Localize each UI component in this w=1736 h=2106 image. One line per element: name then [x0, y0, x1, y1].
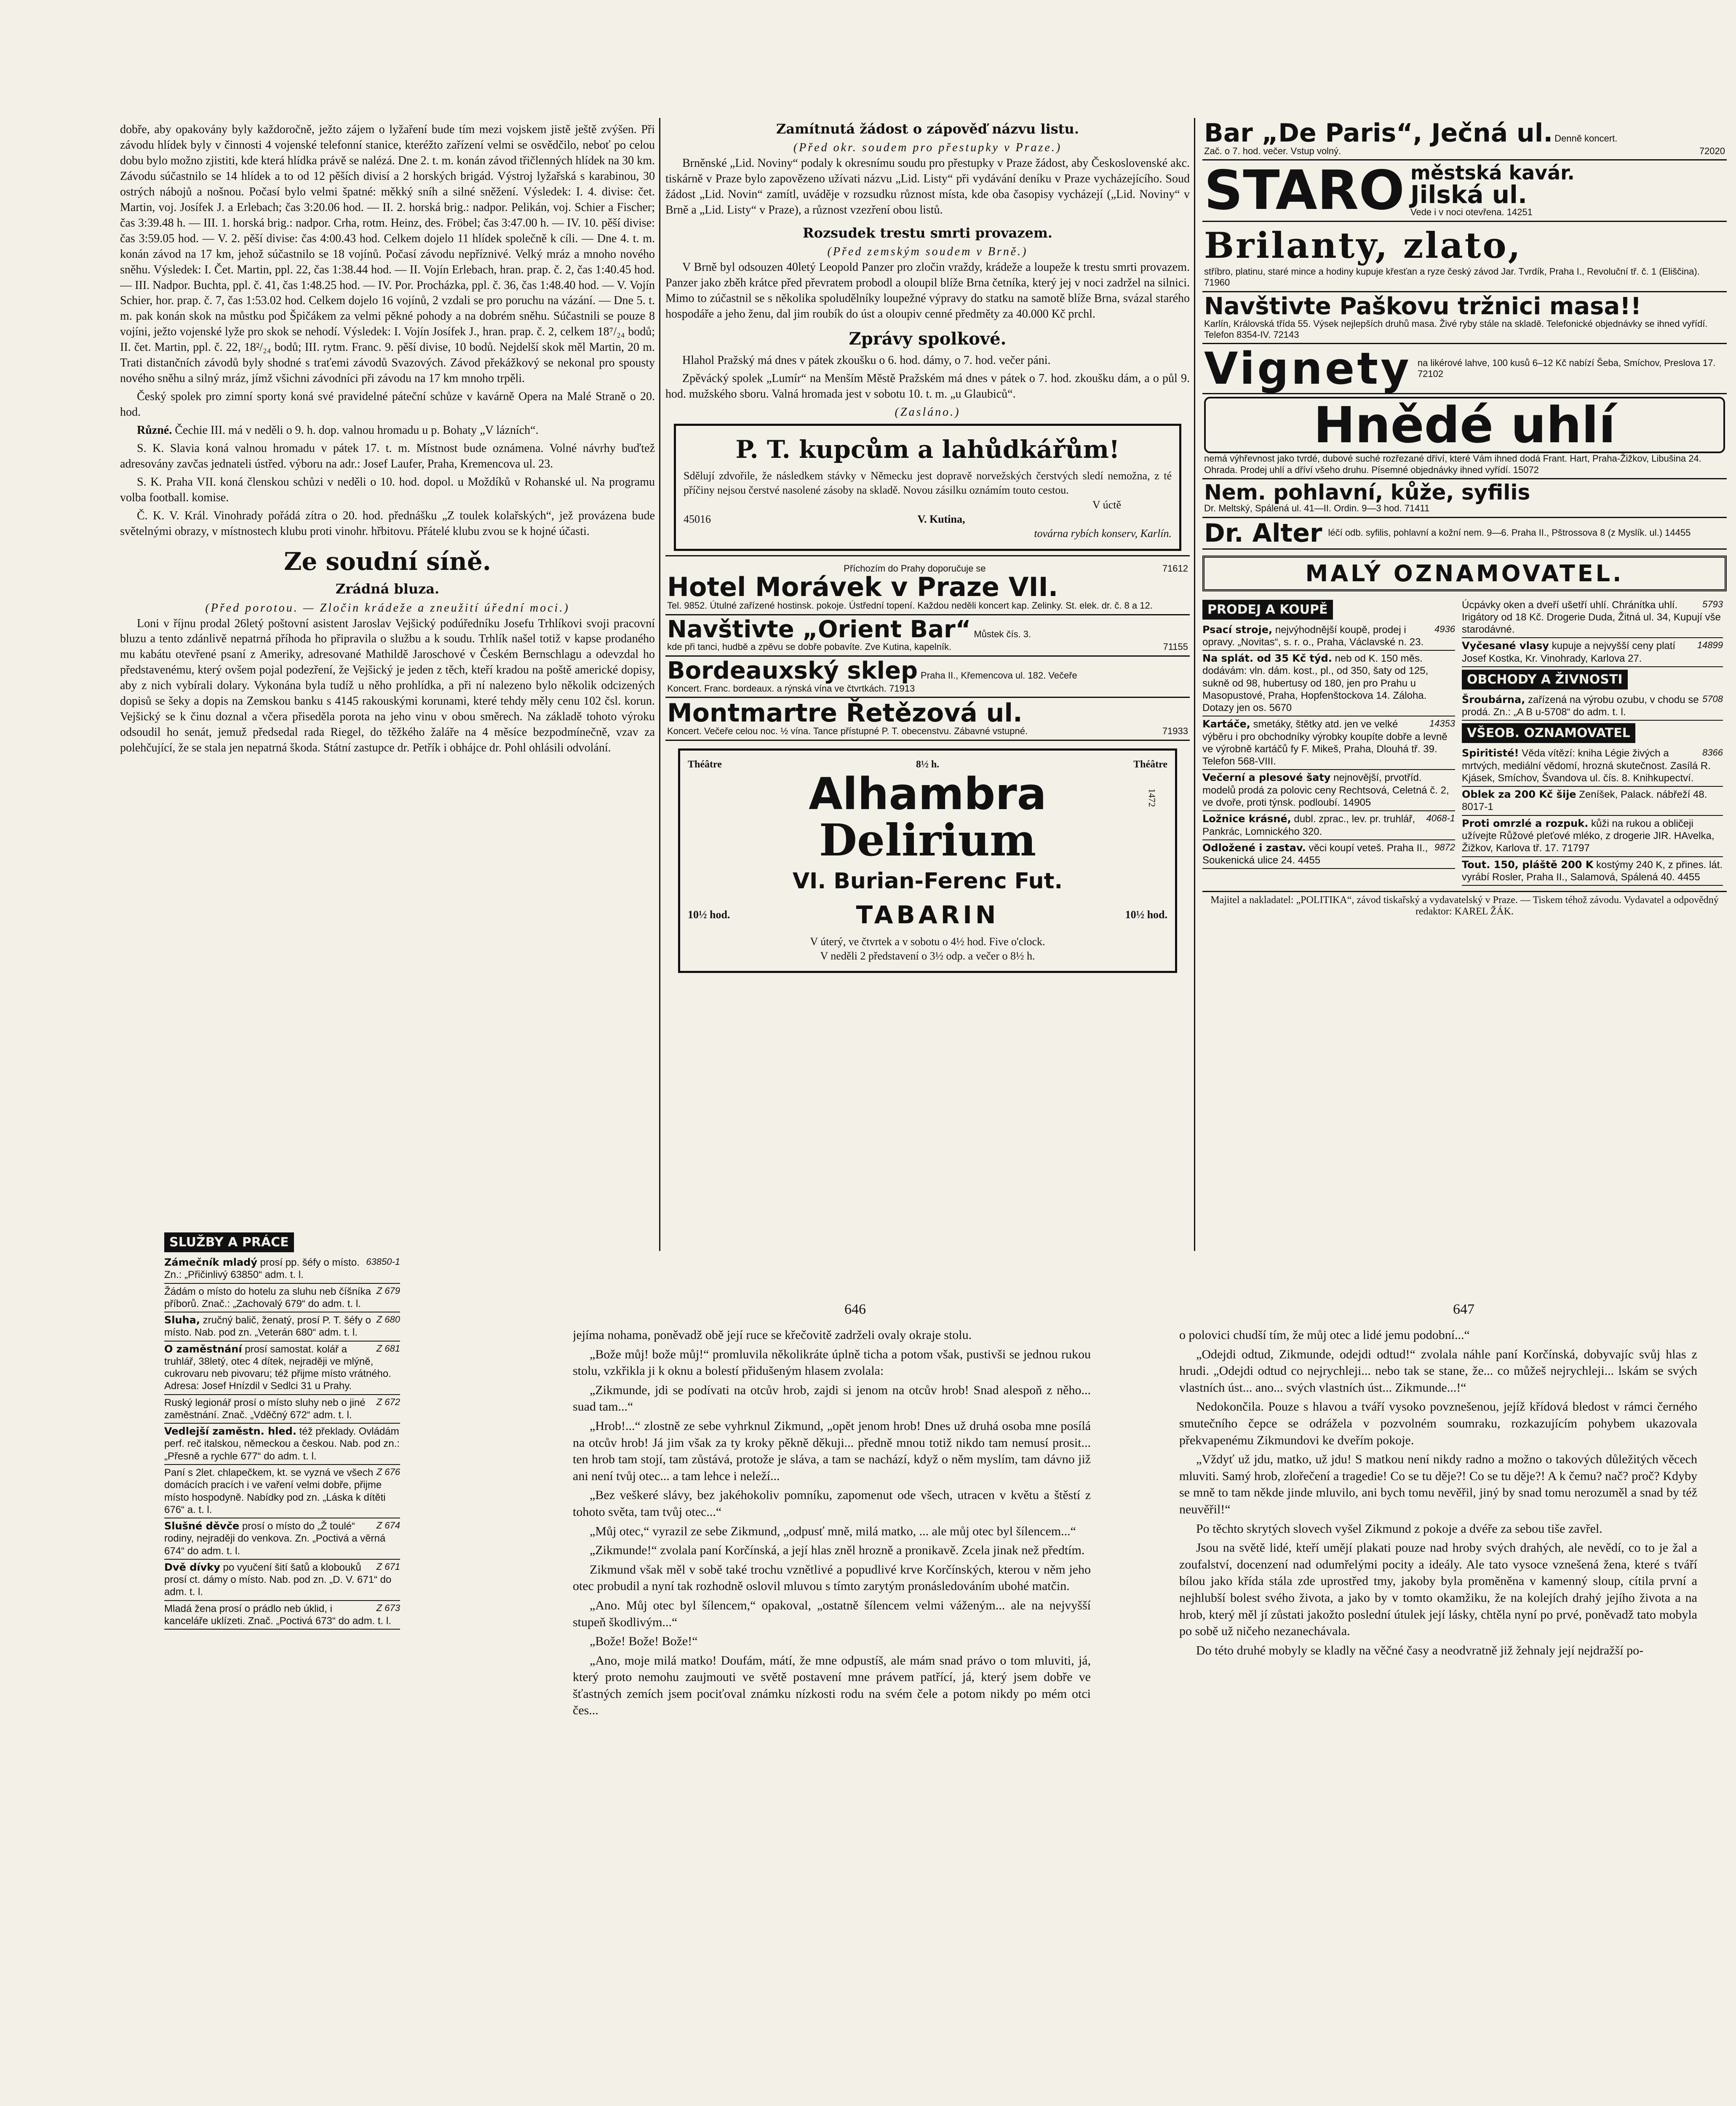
classified-title: Sluha,	[164, 1314, 200, 1326]
classified-code: Z 672	[376, 1396, 400, 1407]
classified-item	[1202, 770, 1455, 811]
obchody-list	[1462, 692, 1723, 721]
ad-title: Nem. pohlavní, kůže, syfilis	[1204, 480, 1530, 505]
classified-text: dubl. zprac., lev. pr. truhlář, Pankrác, Lomnického 320.	[1202, 813, 1416, 837]
classified-code: Z 671	[376, 1561, 400, 1572]
column-3	[1202, 118, 1727, 1289]
hotel-ad	[665, 561, 1190, 615]
classified-title: Dvě dívky	[164, 1561, 220, 1573]
classified-text: Zeníšek, Palack. nábřeží 48. 8017-1	[1462, 789, 1707, 813]
ad-text: stříbro, platinu, staré mince a hodiny kupuje křesťan a ryze český závod Jar. Tvrdík, Praha I., Revoluční tř. č. 1 (Eliščina). 71960	[1204, 266, 1700, 288]
classified-title: Oblek za 200 Kč šije	[1462, 788, 1576, 801]
zaslano-label: (Zasláno.)	[895, 405, 961, 419]
ad-text: nemá výhřevnost jako tvrdé, dubové suché rozřezané dříví, které Vám ihned dodá Frant. Hart, Praha-Žižkov, Libušina 24. Ohrada. Prodej uhlí a dříví všeho druhu. Písemné objednávky ihned vyřídí. 15072	[1204, 453, 1701, 475]
novel-paragraph: „Hrob!...“ zlostně ze sebe vyhrknul Zikmund, „opět jenom hrob! Dnes už druhá osoba mne posílá na otcův hrob! Já jim však za ty kroky pěkně děkuji... předně mnou totiž nikdo tam nemusí prosit... ten hrob tam stojí, tam zůstává, protože je sláva, a tam se nachází, když o něm myslím, tam dávno již ani není tvůj otec... a tam lehce i neleží...	[573, 1419, 1091, 1483]
novel-paragraph: Nedokončila. Pouze s hlavou a tváří vysoko povznešenou, jejíž křídová bledost v rámci černého smutečního čepce se odrážela v pozvolném soumraku, rozkazujícím pohybem ukazovala překvapenému Zikmundovi ke dveřím pokoje.	[1179, 1400, 1697, 1447]
classified-title: Na splát. od 35 Kč týd.	[1202, 652, 1332, 665]
classified-text: Paní s 2let. chlapečkem, kt. se vyzná ve všech domácích pracích i ve vaření velmi dobře, přijme místo hospodyně. Nabídky pod zn. „Láska k dítěti 676“ a. t. l.	[164, 1467, 386, 1515]
ad-title: STARO	[1204, 159, 1405, 222]
classified-code: 5708	[1702, 693, 1723, 704]
classified-item	[164, 1560, 400, 1601]
montmartre-ad	[665, 698, 1190, 740]
classified-item	[1202, 622, 1455, 651]
ruzne-section	[120, 423, 655, 540]
paragraph: Český spolek pro zimní sporty koná své pravidelné páteční schůze v kavárně Opera na Malé Straně o 20. hod.	[120, 390, 655, 419]
classified-item	[164, 1395, 400, 1424]
paragraph: dobře, aby opakovány byly každoročně, ježto zájem o lyžaření bude tím mezi vojskem jistě ještě zvýšen. Při závodu hlídek byly v činnosti 4 vojenské telefonní stanice, kteréžto zařízení velmi se osvědčilo, neboť po celou dobu bylo možno zjistiti, kde která hlídka právě se nalézá. Dne 2. t. m. konán závod třičlenných hlídek na 30 km. Závodu súčastnilo se 14 hlídek a to od 12 pěších divisí a 2 horských brigád. Výstroj lyžařská s karabinou, 30 ostrých nábojů a nošnou. Počasí bylo velmi špatné: měkký sníh a silné sněžení. Výsledek: I. 4. divise: čet. Martin, voj. Josífek J. a Erlebach; čas 3:20.06 hod. — II. 2. horská brig.: nadpor. Pelikán, voj. Schier a Fischer; čas 3:39.48 h. — III. 1. horská brig.: nadpor. Crha, rotm. Heinz, des. Fröbel; čas 3:47.00 h. — IV. 10. pěší divise: čas 3:59.05 hod. — V. 2. pěší divise: čas 4:00.43 hod. Celkem dojelo 11 hlídek společně k cíli. — Dne 4. t. m. konán závod na 17 km, jehož súčastnilo se 18 vojínů. Počasí závodu nepříznivé. Velký mráz a mnoho nového sněhu. Výsledek: I. Čet. Martin, ppl. 22, čas 1:38.44 hod. — II. Vojín Erlebach, hran. prap. č. 2, čas 1:40.45 hod. — III. Nadpor. Buchta, ppl. č. 41, čas 1:48.25 hod. — IV. Por. Procházka, ppl. č. 36, čas 1:48.40 hod. — V. Vojín Schier, hor. prap. č. 7, čas 1:53.02 hod. Celkem dojelo 16 vojínů, 2 vzdali se pro poruchu na vázání. — Dne 5. t. m. pak konán skok na můstku pod Špičákem za velmi pěkné pohody a na dobrém sněhu. Súčastnili se pouze 8 vojíni, ježto vojenské lyže pro skok se nehodí. Výsledek: I. Vojín Josífek J., hran. prap. č. 2, celkem 18⁷/₂₄ bodů; II. čet. Martin, ppl. č. 22, 18²/₂₄ bodů; III. rytm. Franc. 9. pěší divise, 10 bodů. Nejdelší skok měl Martin, 20 m. Trati distančních závodů byly shodné s traťemi závodů Svazových. Závod překážkový se nekonal pro spousty nového sněhu a silný mráz, jímž všichni závodníci při závodu na 17 km mnoho trpěli.	[120, 123, 655, 385]
services-list	[164, 1255, 400, 1630]
ad-code: 71612	[1162, 563, 1188, 574]
alhambra-title: Alhambra	[809, 768, 1047, 820]
ad-code: 71933	[1162, 726, 1188, 737]
vignety-ad	[1202, 344, 1727, 394]
novel-left-column	[573, 1327, 1091, 2106]
classified-title: Proti omrzlé a rozpuk.	[1462, 817, 1589, 829]
novel-paragraph: o polovici chudší tím, že můj otec a lidé jemu podobní...“	[1179, 1328, 1470, 1342]
novel-paragraph: Zikmund však měl v sobě také trochu vznětlivé a popudlivé krve Korčínských, kterou v něm jeho otec probudil a nyní tak rozhodně oslovil mluvou s tímto zarytým pronásledováním ubohé matčin.	[573, 1562, 1091, 1593]
classified-item	[164, 1465, 400, 1518]
ad-title: Dr. Alter	[1204, 518, 1322, 548]
classified-item	[1462, 638, 1723, 667]
classified-title: Ložnice krásné,	[1202, 813, 1291, 825]
classified-text: kostýmy 240 K, z přines. lát. vyrábí Rosler, Praha II., Salamová, Spálená 40. 4455	[1462, 859, 1723, 883]
classified-item	[1462, 787, 1723, 816]
classified-title: Slušné děvče	[164, 1520, 240, 1532]
classified-code: 63850-1	[366, 1256, 400, 1267]
classified-text: věci koupí veteš. Praha II., Soukenická ulice 24. 4455	[1202, 842, 1428, 866]
ad-title: Navštivte Paškovu tržnici masa!!	[1204, 292, 1642, 320]
classified-code: Z 681	[376, 1343, 400, 1354]
alhambra-center: TABARIN	[856, 901, 999, 930]
ad-text: Vede i v noci otevřena. 14251	[1410, 207, 1533, 218]
novel-paragraph: „Bez veškeré slávy, bez jakéhokoliv pomníku, zapomenut ode všech, utracen v květu a štěstí z tohoto světa, tam tvůj otec...“	[573, 1488, 1091, 1519]
classified-code: 9872	[1434, 842, 1455, 853]
classified-title: Šroubárna,	[1462, 693, 1525, 706]
notice-code: 45016	[684, 513, 711, 526]
ad-text: léčí odb. syfilis, pohlavní a kožní nem. 9—6. Praha II., Pštrossova 8 (z Myslík. ul.) 14455	[1328, 527, 1691, 538]
ruzne-label: Různé.	[137, 424, 172, 437]
notice-text: Sdělují zdvořile, že následkem stávky v Německu jest dopravě norvežských čerstvých sledí nemožna, z té příčiny nejsou čerstvé nasolené zásoby na skladě. Novou zásilku oznámím touto cestou.	[684, 470, 1172, 497]
classified-title: Tout. 150, pláště 200 K	[1462, 858, 1594, 871]
ad-text: kde při tanci, hudbě a zpěvu se dobře pobavíte. Zve Kutina, kapelník.	[667, 641, 952, 652]
novel-paragraph: jejíma nohama, poněvadž obě její ruce se křečovitě zadrželi ovaly okraje stolu.	[573, 1328, 972, 1342]
classified-code: Z 674	[376, 1520, 400, 1531]
right-list	[1462, 597, 1723, 667]
ad-title: Navštivte „Orient Bar“	[667, 615, 971, 643]
ad-text: 10½ hod.	[688, 909, 730, 921]
court-sub: (Před porotou. — Zločin krádeže a zneužití úřední moci.)	[205, 601, 570, 615]
classified-right	[1462, 597, 1723, 886]
classified-item	[1202, 651, 1455, 716]
nem-ad	[1202, 479, 1727, 518]
publisher-line: Majitel a nakladatel: „POLITIKA“, závod tiskařský a vydavatelský v Praze. — Tiskem téhož závodu. Vydavatel a odpovědný redaktor: KAREL ŽÁK.	[1202, 891, 1727, 917]
ad-text: 8½ h.	[916, 759, 940, 770]
classified-title: Vedlejší zaměstn. hled.	[164, 1425, 296, 1438]
novel-paragraph: „Ano. Můj otec byl šílencem,“ opakoval, „ostatně šílencem velmi váženým... ale na nejvyšší stupeň škodlivým...“	[573, 1598, 1091, 1629]
novel-paragraph: Po těchto skrytých slovech vyšel Zikmund z pokoje a dvéře za sebou tiše zavřel.	[1196, 1521, 1602, 1536]
classified-title: Odložené i zastav.	[1202, 842, 1306, 854]
ad-title: Montmartre Řetězová ul.	[667, 698, 1023, 728]
ad-text: 10½ hod.	[1125, 909, 1167, 921]
article-heading: Rozsudek trestu smrti provazem.	[803, 225, 1052, 241]
ad-text: V neděli 2 představení o 3½ odp. a večer o 8½ h.	[820, 950, 1035, 962]
classified-item	[164, 1424, 400, 1465]
paragraph: Zpěvácký spolek „Lumír“ na Menším Městě Pražském má dnes v pátek o 7. hod. zkoušku dám, a o půl 9. hod. mužského sboru. Valná hromada jest v sobotu 10. t. m. „u Glaubiců“.	[665, 371, 1190, 401]
ad-text: Dr. Meltský, Spálená ul. 41—II. Ordin. 9—3 hod. 71411	[1204, 503, 1430, 514]
prodej-banner: PRODEJ A KOUPĚ	[1202, 600, 1333, 620]
classified-code: 5793	[1702, 599, 1723, 609]
article-text: Brněnské „Lid. Noviny“ podaly k okresnímu soudu pro přestupky v Praze žádost, aby Československé akc. tiskárně v Praze bylo zapovězeno užívati názvu „Lid. Listy“ při vydávání deníku v Praze vycházejícího. Soud žádost „Lid. Novin“ zamítl, uváděje v rozsudku různost místa, kde oba časopisy vycházejí („Lid. Noviny“ v Brně a „Lid. Listy“ v Praze), a různost vzezření obou listů.	[665, 157, 1190, 217]
alhambra-ad	[678, 748, 1177, 973]
novel-paragraph: „Zikmunde, jdi se podívati na otcův hrob, zajdi si jenom na otcův hrob! Snad alespoň z něho... suad tam...“	[573, 1383, 1091, 1414]
classified-code: 14899	[1697, 640, 1723, 651]
notice-firm: továrna rybích konserv, Karlín.	[1034, 527, 1172, 540]
alhambra-line: VI. Burian-Ferenc Fut.	[792, 868, 1063, 894]
classified-text: prosí o místo do „Ž toulé“ rodiny, nejraději do venkova. Zn. „Poctivá a věrná 674“ do adm. t. l.	[164, 1521, 386, 1557]
alhambra-side: 1472	[1147, 788, 1157, 807]
classified-item	[1462, 692, 1723, 721]
paragraph: S. K. Praha VII. koná členskou schůzi v neděli o 10. hod. dopol. u Moždíků v Rohanské ul. Na programu volba football. komise.	[120, 475, 655, 504]
ad-text: Karlín, Královská třída 55. Výsek nejlepších druhů masa. Živé ryby stále na skladě. Telefonické objednávky se ihned vyřídí. Telefon 8354-IV. 72143	[1204, 318, 1708, 340]
ad-text: na likérové lahve, 100 kusů 6–12 Kč nabízí Šeba, Smíchov, Preslova 17. 72102	[1417, 357, 1716, 380]
classified-title: Zámečník mladý	[164, 1256, 257, 1268]
classified-code: Z 676	[376, 1466, 400, 1477]
classified-title: Večerní a plesové šaty	[1202, 772, 1331, 784]
paragraph: Čechie III. má v neděli o 9. h. dop. valnou hromadu u p. Bohaty „V lázních“.	[175, 424, 539, 437]
classified-title: Kartáče,	[1202, 718, 1250, 730]
ad-code: 71155	[1163, 641, 1188, 652]
ad-small: Denně koncert.	[1554, 133, 1618, 144]
article-heading: Zamítnutá žádost o zápověď názvu listu.	[776, 121, 1079, 137]
classified-code: 14353	[1429, 718, 1455, 729]
classified-item	[164, 1518, 400, 1560]
bar-paris-ad	[1202, 118, 1727, 160]
vseob-list	[1462, 746, 1723, 886]
classified-item	[1462, 857, 1723, 886]
classified-text: nejnovější, prvotříd. modelů prodá za polovic ceny Rechtsová, Celetná č. 2, ve dvoře, proti týnsk. podloubí. 14905	[1202, 772, 1449, 808]
classified-text: po vyučení šití šatů a klobouků prosí ct. dámy o místo. Nab. pod zn. „D. V. 671“ do adm. t. l.	[164, 1561, 392, 1598]
ad-text: Příchozím do Prahy doporučuje se	[844, 563, 986, 574]
brilianty-ad	[1202, 222, 1727, 292]
ad-text: Tel. 9852. Útulné zařízené hostinsk. pokoje. Ústřední topení. Každou neděli koncert kap. Zelinky. St. elek. dr. č. 8 a 12.	[667, 600, 1153, 611]
notice-sign: V. Kutina,	[917, 513, 965, 526]
ad-text: Koncert. Franc. bordeaux. a rýnská vína ve čtvrtkách. 71913	[667, 683, 915, 694]
bordeaux-ad	[665, 657, 1190, 698]
ad-title: Brilanty, zlato,	[1204, 224, 1522, 266]
classified-text: Mladá žena prosí o prádlo neb úklid, i kanceláře uklízeti. Znač. „Poctivá 673“ do adm. t. l.	[164, 1603, 391, 1627]
classified-item	[1202, 840, 1455, 869]
classified-item	[164, 1284, 400, 1313]
ad-title: Hnědé uhlí	[1204, 397, 1725, 453]
classified-item	[164, 1255, 400, 1284]
hnede-uhli-ad	[1202, 394, 1727, 479]
novel-paragraph: „Můj otec,“ vyrazil ze sebe Zikmund, „odpusť mně, milá matko, ... ale můj otec byl šílencem...“	[590, 1524, 1076, 1538]
column-divider	[659, 118, 660, 1251]
classified-text: zařízená na výrobu ozubu, v chodu se prodá. Zn.: „A B u-5708“ do adm. t. l.	[1462, 694, 1699, 718]
classified-text: Ruský legionář prosí o místo sluhy neb o jiné zaměstnání. Znač. „Vděčný 672“ adm. t. l.	[164, 1397, 366, 1421]
classified-code: Z 680	[376, 1314, 400, 1325]
ad-title: Bar „De Paris“, Ječná ul.	[1204, 118, 1553, 148]
classified-text: neb od K. 150 měs. dodávám: vln. dám. kost., pl., od 350, šaty od 125, sukně od 98, hubertusy od 180, jen pro Prahu u Masopustové, Praha, Hopfenštockova 14. Záloha. Dotazy jen os. 5670	[1202, 653, 1429, 714]
ad-small: Můstek čís. 3.	[974, 628, 1031, 639]
court-text: Loni v říjnu prodal 26letý poštovní asistent Jaroslav Vejšický podúředníku Josefu Trhlíkovi svoji pracovní bluzu a tento zdánlivě nepatrná příhoda ho připravila o službu a k soudu. Trhlík našel totiž v kapse prodaného mu kabátu otevřené psaní z Ameriky, adresované Mathildě Jaroschové v Českém Bernschlagu a odevzdal ho představenému, který ovšem pojal podezření, že Vejšický je jeden z těch, kteří kradou na poště americké dopisy, aby z nich vybírali dolary. Vykonána byla tudíž u něho prohlídka, a při ní nalezeno bylo několik odcizených dopisů se šeky a dopis na Zemskou banku s 4145 rakouskými korunami, které tehdy měly cenu 102 čsl. korun. Vejšický se k činu doznal a včera přiseděla porota na jeho vinu v obou směrech. Na základě tohoto výroku odsoudil ho senát, jemuž předsedal rada Riegel, do těžkého žaláře na 4 měsíce bezpodmínečně, vzav za polehčující, že se stala jen nepatrná škoda. Státní zastupce dr. Petřík i obhájce dr. Pohl ohlásili odvolání.	[120, 617, 655, 755]
article-text: V Brně byl odsouzen 40letý Leopold Panzer pro zločin vraždy, krádeže a loupeže k trestu smrti provazem. Panzer jako zběh krátce před převratem probodl a oloupil blíže Brna četníka, který jej v noci zadržel na silnici. Mimo to zúčastnil se s několika spoludělníky loupežné výpravy do statku na samotě blíže Brna, svázal starého hospodáře a jeho ženu, dal jim roubík do úst a oloupiv cenné předměty za 40.000 Kč prchl.	[665, 261, 1190, 321]
classified-text: též překlady. Ovládám perf. reč italskou, německou a českou. Nab. pod zn.: „Přesně a rychle 677“ do adm. t. l.	[164, 1426, 400, 1462]
classified-text: prosí samostat. kolář a truhlář, 38letý, otec 4 dítek, nejraději ve mlýně, cukrovaru neb pivovaru; též přijme místo vrátného. Adresa: Josef Hnízdil v Sedlci 31 u Prahy.	[164, 1343, 391, 1392]
maly-oznamovatel: MALÝ OZNAMOVATEL.	[1202, 556, 1727, 591]
sport-text	[120, 122, 655, 420]
classified-item	[1462, 746, 1723, 787]
vseob-banner: VŠEOB. OZNAMOVATEL	[1462, 723, 1635, 743]
classified-code: 4068-1	[1426, 813, 1455, 824]
orient-ad	[665, 615, 1190, 657]
ad-title: Vignety	[1204, 343, 1412, 395]
novel-paragraph: „Bože můj! bože můj!“ promluvila několikráte úplně ticha a potom však, pustivši se jednou rukou stolu, vzkřikla ji k oknu a bolestí přidušeným hlasem zvolala:	[573, 1347, 1091, 1378]
classified-text: Úcpávky oken a dveří ušetří uhlí. Chránítka uhlí. Irigátory od 18 Kč. Drogerie Duda, Žitná ul. 34, Kupují vše starodávné.	[1462, 599, 1721, 636]
services-column	[164, 1230, 400, 1942]
classified-title: Vyčesané vlasy	[1462, 640, 1549, 652]
column-divider	[1194, 118, 1195, 1251]
classified-text: kůži na rukou a obličeji užívejte Růžové pleťové mléko, z drogerie JIR. HAvelka, Žižkov, Karlova tř. 17. 71797	[1462, 818, 1715, 854]
novel-paragraph: „Zikmunde!“ zvolala paní Korčínská, a její hlas zněl hrozně a pronikavě. Zcela jinak než předtím.	[590, 1543, 1085, 1558]
novel-paragraph: Jsou na světě lidé, kteří umějí plakati pouze nad hroby svých drahých, ale nevědí, co to je žal a zoufalství, docenzení nad odumřelými pocity a ideály. Ale tato vysoce vznešená žena, které s tváří bílou jako křída stála zde uprostřed tmy, jakoby byla proměněna v kamenný sloup, cítila první a nejhlubší bolest svého života, a jako by v tomto okamžiku, že na kolejích drahý jejího života a na hrob, který měl jí zůstati jakožto poslední útulek její lásky, chtěla nyní po prvé, poněvadž tato mobyla po sobě už ničeho nezanechávala.	[1179, 1541, 1697, 1638]
prodej-list	[1202, 622, 1455, 869]
classified-title: Psací stroje,	[1202, 623, 1273, 636]
article-sub: (Před okr. soudem pro přestupky v Praze.)	[793, 141, 1062, 155]
classified-text: kupuje a nejvyšší ceny platí Josef Kostka, Kr. Vinohrady, Karlova 27.	[1462, 640, 1676, 664]
classified-left	[1202, 597, 1455, 886]
paragraph: Č. K. V. Král. Vinohrady pořádá zítra o 20. hod. přednášku „Z toulek kolařských“, jež provázena bude světelnými obrazy, v místnostech klubu proti vinohr. hřbitovu. Přátelé klubu zvou se k hojné účasti.	[120, 509, 655, 538]
novel-paragraph: „Odejdi odtud, Zikmunde, odejdi odtud!“ zvolala náhle paní Korčínská, dobyvajíc svůj hlas z hrudi. „Odejdi odtud co nejrychleji... nebo tak se stane, že... co můžeš nejrychleji... lskám se svých vlastních úst... ano... svých vlastních úst... Zikmunde...!“	[1179, 1347, 1697, 1395]
classified-item	[1202, 716, 1455, 770]
article-heading: Zprávy spolkové.	[849, 329, 1007, 349]
alhambra-sub: Delirium	[819, 814, 1036, 866]
ad-title: Bordeauxský sklep	[667, 657, 918, 684]
ad-text: Zač. o 7. hod. večer. Vstup volný.	[1204, 146, 1341, 156]
classified-code: Z 673	[376, 1602, 400, 1613]
classified-text: Věda vítězí: kniha Légie živých a mrtvých, mediální vědomí, hrozná skutečnost. Zasílá R. Kjásek, Smíchov, Švandova ul. čís. 8. Knihkupectví.	[1462, 748, 1711, 784]
article-sub: (Před zemským soudem v Brně.)	[827, 245, 1028, 259]
notice-box	[674, 424, 1181, 551]
classified-item	[1462, 597, 1723, 639]
novel-paragraph: „Ano, moje milá matko! Doufám, mátí, že mne odpustíš, ale mám snad právo o tom mluviti, já, který proto nemohu zaujmouti ve světě postavení mne právem patřící, já, který jsem dobře ve šťastných zemích jsem pociťoval známku nízkosti rodu na svém čele a potom nikdy po mém otci čes...	[573, 1653, 1091, 1718]
classified-item	[164, 1312, 400, 1342]
classified-text: Žádám o místo do hotelu za sluhu neb číšníka příborů. Znač.: „Zachovalý 679“ do adm. t. l.	[164, 1286, 371, 1310]
alter-ad	[1202, 518, 1727, 550]
column-1	[120, 122, 655, 1247]
classified-item	[164, 1601, 400, 1630]
services-banner: SLUŽBY A PRÁCE	[164, 1232, 294, 1252]
page-number-left: 646	[844, 1302, 866, 1317]
ad-title: Hotel Morávek v Praze VII.	[667, 572, 1058, 603]
paragraph: Hlahol Pražský má dnes v pátek zkoušku o 6. hod. dámy, o 7. hod. večer páni.	[682, 353, 1051, 367]
classified-item	[1202, 811, 1455, 840]
classified-item	[164, 1342, 400, 1395]
novel-paragraph: „Bože! Bože! Bože!“	[590, 1634, 698, 1649]
classified-text: prosí pp. šéfy o místo. Zn.: „Přičinlivý 63850“ adm. t. l.	[164, 1257, 360, 1281]
ad-text: Théâtre	[1133, 759, 1167, 770]
column-2	[665, 120, 1190, 1257]
ad-small: Praha II., Křemencova ul. 182. Večeře	[921, 670, 1077, 681]
ad-text: V úterý, ve čtvrtek a v sobotu o 4½ hod. Five o'clock.	[810, 935, 1045, 948]
classified-text: smetáky, štětky atd. jen ve velké výběru i pro obchodníky výrobky koupíte dobře a levně ve výrobně kartáčů fy F. Mikeš, Praha, Dlouhá tř. 39. Telefon 568-VIII.	[1202, 719, 1448, 767]
ad-text: městská kavár.	[1410, 161, 1575, 184]
ad-code: 72020	[1699, 146, 1725, 156]
notice-title: P. T. kupcům a lahůdkářům!	[735, 435, 1120, 464]
paskova-ad	[1202, 292, 1727, 345]
classified-code: 8366	[1702, 747, 1723, 758]
ad-text: Koncert. Večeře celou noc. ½ vína. Tance přístupné P. T. obecenstvu. Zábavné vstupné.	[667, 726, 1028, 737]
classified-item	[1462, 816, 1723, 857]
obchody-banner: OBCHODY A ŽIVNOSTI	[1462, 670, 1628, 690]
classified-code: 4936	[1434, 623, 1455, 634]
ad-text: Théâtre	[688, 759, 722, 770]
novel-paragraph: „Vždyť už jdu, matko, už jdu! S matkou není nikdy radno a možno o takových důležitých věcech mluviti. Samý hrob, zlořečení a tragedie! Co se tu děje?! Co se tu děje?! A k čemu? nač? proč? Kdyby se mně to tam někde jinde mluvilo, ani bych tomu nevěřil, jiný by snad tomu nerozuměl a snad by též neuvěřil!“	[1179, 1452, 1697, 1516]
ad-text: Jilská ul.	[1410, 180, 1527, 209]
classified-title: Spiritisté!	[1462, 747, 1519, 759]
page-number-right: 647	[1453, 1302, 1474, 1317]
classified-code: Z 679	[376, 1285, 400, 1296]
court-subheading: Zrádná bluza.	[335, 581, 440, 597]
paragraph: S. K. Slavia koná valnou hromadu v pátek 17. t. m. Místnost bude oznámena. Volné návrhy buďtež adresovány zavčas jednateli ústřed. výboru na adr.: Josef Laufer, Praha, Kremencova ul. 23.	[120, 442, 655, 471]
novel-right-column	[1179, 1327, 1697, 2106]
novel-paragraph: Do této druhé mobyly se kladly na věčné časy a neodvratně již žehnaly její nejdražší po-	[1196, 1643, 1644, 1657]
classified-text: nejvýhodnější koupě, prodej i opravy. „Novitas“, s. r. o., Praha, Václavské n. 23.	[1202, 624, 1424, 648]
court-heading: Ze soudní síně.	[284, 547, 491, 576]
classified-title: O zaměstnání	[164, 1343, 242, 1355]
classified-text: zručný balič, ženatý, prosí P. T. šéfy o místo. Nab. pod zn. „Veterán 680“ adm. t. l.	[164, 1315, 371, 1339]
staro-ad	[1202, 160, 1727, 222]
notice-regards: V úctě	[1092, 498, 1121, 511]
